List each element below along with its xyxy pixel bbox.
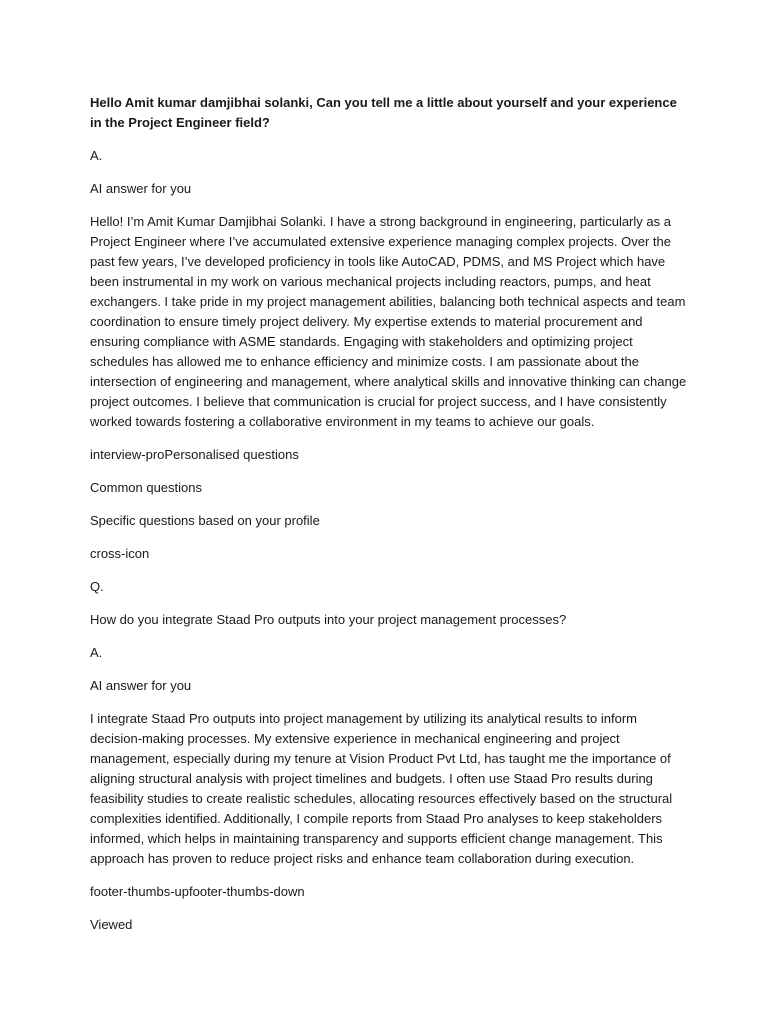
answer-marker-2: A. [90, 645, 103, 660]
answer-paragraph-2: I integrate Staad Pro outputs into project management by utilizing its analytical results to inform decision-making processes. My extensive experience in mechanical engineering and project management, especially during my tenure at Vision Product Pvt Ltd, has taught me the importance of aligning structural analysis with project timelines and budgets. I often use Staad Pro results during feasibility studies to create realistic schedules, allocating resources effectively based on the structural complexities identified. Additionally, I compile reports from Staad Pro analyses to keep stakeholders informed, which helps in maintaining transparency and supports efficient change management. This approach has proven to reduce project risks and enhance team collaboration during execution. [90, 711, 673, 866]
footer-feedback-text: footer-thumbs-upfooter-thumbs-down [90, 884, 305, 899]
answer-marker: A. [90, 148, 103, 163]
question-text: How do you integrate Staad Pro outputs into your project management processes? [90, 612, 567, 627]
question-marker: Q. [90, 579, 104, 594]
personalised-questions-label: interview-proPersonalised questions [90, 447, 299, 462]
common-questions-label: Common questions [90, 480, 202, 495]
document-page [90, 93, 690, 948]
answer-paragraph: Hello! I’m Amit Kumar Damjibhai Solanki. I have a strong background in engineering, particularly as a Project Engineer where I’ve accumulated extensive experience managing complex projects. Over the past few years, I’ve developed proficiency in tools like AutoCAD, PDMS, and MS Project which have been instrumental in my work on various mechanical projects including reactors, pumps, and heat exchangers. I take pride in my project management abilities, balancing both technical aspects and team coordination to ensure timely project delivery. My expertise extends to material procurement and ensuring compliance with ASME standards. Engaging with stakeholders and optimizing project schedules has allowed me to enhance efficiency and minimize costs. I am passionate about the intersection of engineering and management, where analytical skills and innovative thinking can change project outcomes. I believe that communication is crucial for project success, and I have consistently worked towards fostering a collaborative environment in my teams to achieve our goals. [90, 214, 687, 429]
specific-questions-label: Specific questions based on your profile [90, 513, 320, 528]
cross-icon-text: cross-icon [90, 546, 150, 561]
ai-answer-label-2: AI answer for you [90, 678, 192, 693]
viewed-label: Viewed [90, 917, 133, 932]
ai-answer-label: AI answer for you [90, 181, 192, 196]
question-heading: Hello Amit kumar damjibhai solanki, Can you tell me a little about yourself and your experience in the Project Engineer field? [90, 95, 677, 130]
